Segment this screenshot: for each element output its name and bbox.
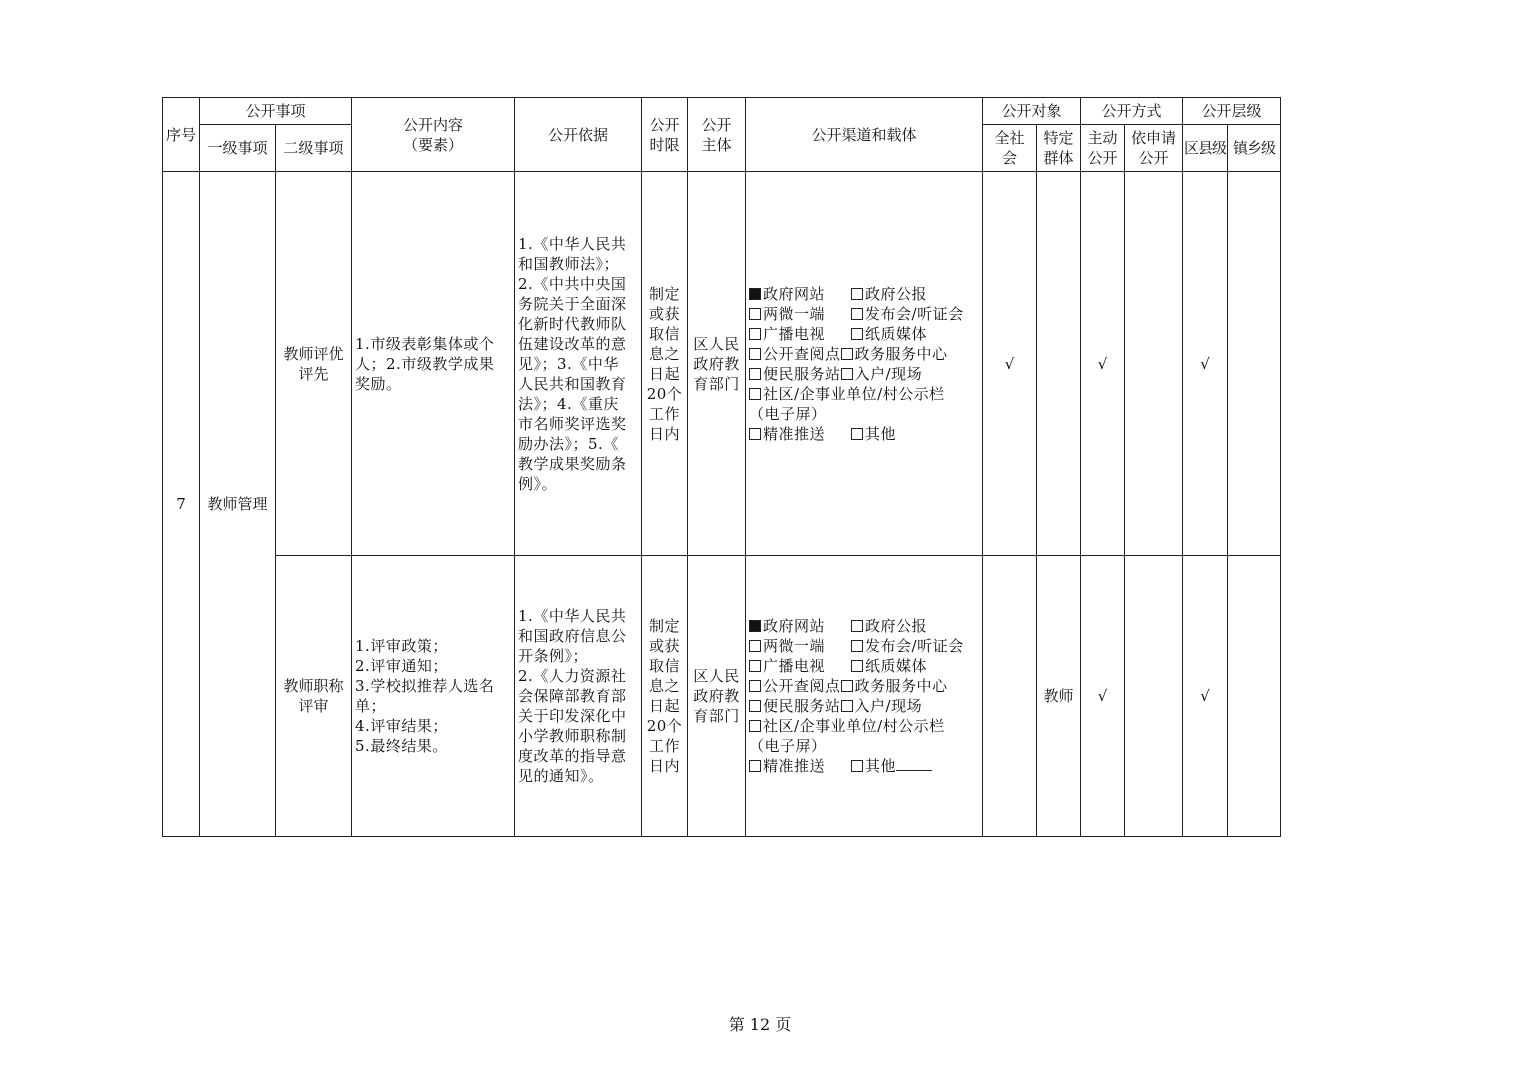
header-items-group: 公开事项 — [200, 98, 352, 125]
basis-line: 会保障部教育部 — [518, 687, 627, 705]
header-subject — [688, 98, 746, 172]
time-limit-line: 取信 — [649, 657, 681, 675]
basis-line: 2.《中共中央国 — [518, 274, 627, 293]
checkbox-icon — [851, 620, 863, 632]
channel-reading: 公开查阅点 — [763, 344, 841, 363]
time-limit-line: 制定 — [649, 284, 681, 303]
content-line: 单； — [355, 697, 387, 715]
basis-line: 和国政府信息公 — [518, 627, 627, 645]
time-limit-line: 或获 — [649, 304, 681, 323]
subject-line: 政府教 — [693, 354, 740, 373]
channel-reading: 公开查阅点 — [763, 677, 841, 695]
checkbox-icon — [841, 700, 853, 712]
basis-line: 关于印发深化中 — [518, 707, 627, 725]
channel-wechat: 两微一端 — [763, 637, 826, 655]
header-channels: 公开渠道和载体 — [746, 98, 983, 172]
subject-line: 育部门 — [693, 374, 740, 393]
subject-line: 区人民 — [693, 334, 740, 353]
checkbox-icon — [851, 428, 863, 440]
checkbox-icon — [749, 720, 761, 732]
time-limit-line: 20个 — [646, 717, 683, 735]
channel-screen: （电子屏） — [749, 737, 827, 755]
basis-line: 人民共和国教育 — [518, 374, 627, 393]
header-method-request-line2: 公开 — [1138, 149, 1169, 167]
header-level2: 二级事项 — [276, 125, 352, 172]
basis-line: 见》；3.《中华 — [518, 354, 619, 373]
checkbox-icon — [749, 368, 761, 380]
checkbox-icon — [841, 680, 853, 692]
channel-push: 精准推送 — [763, 424, 826, 443]
header-time-limit-line2: 时限 — [649, 135, 680, 154]
level1-cell: 教师管理 — [200, 172, 276, 837]
basis-line: 法》；4.《重庆 — [518, 394, 619, 413]
content-line: 4.评审结果； — [355, 717, 448, 735]
page-number: 第 12 页 — [728, 1015, 792, 1034]
content-cell — [352, 556, 515, 837]
level-town-cell — [1228, 172, 1281, 556]
basis-line: 例》。 — [518, 474, 558, 493]
time-limit-cell — [642, 172, 688, 556]
channels-cell — [746, 172, 983, 556]
table-row — [163, 556, 1281, 837]
channel-push: 精准推送 — [763, 757, 826, 775]
basis-line: 化新时代教师队 — [518, 314, 627, 333]
checkbox-icon — [841, 348, 853, 360]
channel-website: 政府网站 — [763, 284, 826, 303]
header-target-specific — [1037, 125, 1081, 172]
header-method-active-line2: 公开 — [1087, 149, 1118, 167]
header-content — [352, 98, 515, 172]
content-line: 3.学校拟推荐人选名 — [355, 677, 495, 695]
header-target-all — [983, 125, 1037, 172]
checkbox-checked-icon — [749, 620, 761, 632]
time-limit-line: 日起 — [649, 697, 681, 715]
method-request-cell — [1125, 172, 1183, 556]
checkbox-icon — [749, 760, 761, 772]
time-limit-line: 日起 — [649, 364, 681, 383]
time-limit-line: 或获 — [649, 637, 681, 655]
time-limit-line: 取信 — [649, 324, 681, 343]
time-limit-line: 息之 — [649, 677, 681, 695]
channel-website: 政府网站 — [763, 617, 826, 635]
basis-line: 开条例》； — [518, 647, 589, 665]
header-level-group: 公开层级 — [1183, 98, 1281, 125]
header-time-limit — [642, 98, 688, 172]
basis-line: 和国教师法》； — [518, 254, 620, 273]
checkbox-icon — [749, 660, 761, 672]
basis-line: 市名师奖评选奖 — [518, 414, 627, 433]
channel-other: 其他 — [865, 757, 897, 775]
basis-line: 1.《中华人民共 — [518, 607, 627, 625]
subject-cell — [688, 556, 746, 837]
channel-other: 其他 — [865, 424, 897, 443]
target-all-cell: √ — [983, 172, 1037, 556]
channel-household: 入户/现场 — [854, 697, 923, 715]
level-district-cell: √ — [1183, 172, 1228, 556]
checkbox-icon — [841, 368, 853, 380]
channel-press: 发布会/听证会 — [865, 304, 964, 323]
blank-line — [896, 756, 932, 771]
channel-convenience: 便民服务站 — [763, 697, 841, 715]
content-line: 奖励。 — [355, 374, 402, 393]
checkbox-icon — [851, 308, 863, 320]
table-row — [163, 172, 1281, 556]
channel-household: 入户/现场 — [854, 364, 923, 383]
checkbox-icon — [749, 348, 761, 360]
checkbox-icon — [749, 700, 761, 712]
time-limit-line: 日内 — [649, 757, 681, 775]
header-content-line1: 公开内容 — [403, 115, 464, 134]
subject-line: 育部门 — [693, 707, 740, 725]
time-limit-line: 息之 — [649, 344, 681, 363]
basis-line: 励办法》；5.《 — [518, 434, 619, 453]
channel-paper: 纸质媒体 — [865, 657, 928, 675]
content-line: 1.评审政策； — [355, 637, 448, 655]
time-limit-line: 20个 — [646, 384, 683, 403]
checkbox-icon — [749, 328, 761, 340]
level2-line2: 评先 — [298, 364, 329, 383]
basis-line: 伍建设改革的意 — [518, 334, 627, 353]
basis-cell — [515, 556, 642, 837]
seq-cell: 7 — [163, 172, 200, 837]
channel-convenience: 便民服务站 — [763, 364, 841, 383]
basis-line: 2.《人力资源社 — [518, 667, 627, 685]
target-specific-cell: 教师 — [1037, 556, 1081, 837]
checkbox-icon — [851, 760, 863, 772]
header-target-group: 公开对象 — [983, 98, 1081, 125]
basis-cell — [515, 172, 642, 556]
level-district-cell: √ — [1183, 556, 1228, 837]
basis-line: 度改革的指导意 — [518, 747, 627, 765]
level2-line1: 教师评优 — [283, 344, 344, 363]
time-limit-line: 工作 — [649, 404, 681, 423]
channels-cell — [746, 556, 983, 837]
header-time-limit-line1: 公开 — [649, 115, 680, 134]
header-seq: 序号 — [163, 98, 200, 172]
basis-line: 务院关于全面深 — [518, 294, 627, 313]
time-limit-line: 日内 — [649, 424, 681, 443]
method-request-cell — [1125, 556, 1183, 837]
basis-line: 见的通知》。 — [518, 767, 604, 785]
content-line: 人；2.市级教学成果 — [355, 354, 495, 373]
content-line: 2.评审通知； — [355, 657, 448, 675]
disclosure-table — [162, 97, 1281, 837]
channel-wechat: 两微一端 — [763, 304, 826, 323]
level2-line2: 评审 — [298, 697, 329, 715]
level2-cell — [276, 556, 352, 837]
channel-press: 发布会/听证会 — [865, 637, 964, 655]
subject-line: 区人民 — [693, 667, 740, 685]
channel-service-center: 政务服务中心 — [854, 344, 948, 363]
time-limit-cell — [642, 556, 688, 837]
checkbox-icon — [749, 640, 761, 652]
header-method-request-line1: 依申请 — [1131, 129, 1177, 147]
header-target-all-line2: 会 — [1002, 149, 1018, 167]
content-line: 1.市级表彰集体或个 — [355, 334, 495, 353]
level-town-cell — [1228, 556, 1281, 837]
time-limit-line: 工作 — [649, 737, 681, 755]
header-target-specific-line1: 特定 — [1043, 129, 1074, 147]
header-target-specific-line2: 群体 — [1043, 149, 1074, 167]
header-method-active-line1: 主动 — [1087, 129, 1118, 147]
basis-line: 教学成果奖励条 — [518, 454, 627, 473]
content-line: 5.最终结果。 — [355, 737, 448, 755]
header-method-group: 公开方式 — [1081, 98, 1183, 125]
header-method-request — [1125, 125, 1183, 172]
channel-broadcast: 广播电视 — [763, 657, 826, 675]
checkbox-icon — [851, 660, 863, 672]
channel-gazette: 政府公报 — [865, 284, 928, 303]
channel-gazette: 政府公报 — [865, 617, 928, 635]
channel-community: 社区/企事业单位/村公示栏 — [763, 717, 945, 735]
header-content-line2: （要素） — [403, 135, 464, 154]
channel-broadcast: 广播电视 — [763, 324, 826, 343]
header-level-town: 镇乡级 — [1228, 125, 1281, 172]
channel-screen: （电子屏） — [749, 404, 827, 423]
content-cell — [352, 172, 515, 556]
header-level-district: 区县级 — [1183, 125, 1228, 172]
header-method-active — [1081, 125, 1125, 172]
method-active-cell: √ — [1081, 556, 1125, 837]
checkbox-icon — [749, 428, 761, 440]
header-level1: 一级事项 — [200, 125, 276, 172]
level2-cell — [276, 172, 352, 556]
checkbox-icon — [851, 640, 863, 652]
channel-service-center: 政务服务中心 — [854, 677, 948, 695]
basis-line: 1.《中华人民共 — [518, 234, 627, 253]
target-specific-cell — [1037, 172, 1081, 556]
header-target-all-line1: 全社 — [994, 129, 1025, 147]
checkbox-icon — [749, 388, 761, 400]
channel-community: 社区/企事业单位/村公示栏 — [763, 384, 945, 403]
header-basis: 公开依据 — [515, 98, 642, 172]
checkbox-icon — [749, 680, 761, 692]
subject-cell — [688, 172, 746, 556]
checkbox-checked-icon — [749, 288, 761, 300]
time-limit-line: 制定 — [649, 617, 681, 635]
checkbox-icon — [851, 288, 863, 300]
method-active-cell: √ — [1081, 172, 1125, 556]
checkbox-icon — [749, 308, 761, 320]
level2-line1: 教师职称 — [283, 677, 344, 695]
header-subject-line2: 主体 — [701, 135, 732, 154]
target-all-cell — [983, 556, 1037, 837]
subject-line: 政府教 — [693, 687, 740, 705]
checkbox-icon — [851, 328, 863, 340]
basis-line: 小学教师职称制 — [518, 727, 627, 745]
channel-paper: 纸质媒体 — [865, 324, 928, 343]
header-subject-line1: 公开 — [701, 115, 732, 134]
